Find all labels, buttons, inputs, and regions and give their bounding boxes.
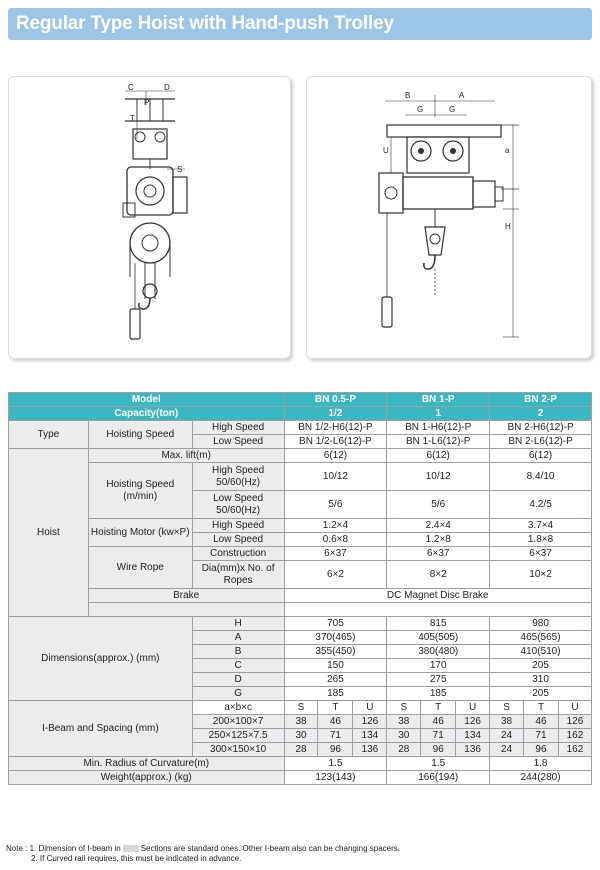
dim-label-b: B (405, 91, 411, 100)
dim-label-s: S (177, 165, 183, 174)
radius-label: Min. Radius of Curvature(m) (9, 757, 285, 771)
weight-2: 244(280) (490, 771, 592, 785)
speed-high-0: 10/12 (284, 463, 387, 491)
ibeam-cell: 46 (318, 715, 353, 729)
dim-key-h: H (192, 617, 284, 631)
dim-label-c: C (128, 83, 134, 92)
note-line-1 (6, 844, 596, 854)
max-lift-1: 6(12) (387, 449, 490, 463)
side-view-diagram-panel (8, 76, 291, 359)
speed-low-0: 5/6 (284, 491, 387, 519)
hoist-spacer-row (9, 603, 592, 617)
radius-2: 1.8 (490, 757, 592, 771)
front-view-diagram (307, 77, 593, 360)
ibeam-header-col: T (318, 701, 353, 715)
motor-low-label: Low Speed (192, 533, 284, 547)
pendant-switch (130, 309, 140, 339)
brake-row (9, 589, 592, 603)
dia-label: Dia(mm)x No. of Ropes (192, 561, 284, 589)
type-high-1: BN 1-H6(12)-P (387, 421, 490, 435)
ibeam-cell: 136 (456, 743, 490, 757)
dim-c-2: 205 (490, 659, 592, 673)
max-lift-2: 6(12) (490, 449, 592, 463)
ibeam-cell: 162 (558, 743, 591, 757)
trolley-frame (133, 129, 167, 159)
dim-key-c: C (192, 659, 284, 673)
weight-row (9, 771, 592, 785)
ibeam-key-2: 300×150×10 (192, 743, 284, 757)
ibeam-cell: 96 (421, 743, 456, 757)
ibeam-cell: 71 (524, 729, 559, 743)
dim-b-1: 380(480) (387, 645, 490, 659)
dim-a-0: 370(465) (284, 631, 387, 645)
hook-block-front (425, 227, 445, 255)
dim-c-1: 170 (387, 659, 490, 673)
note-line-2: 2. If Curved rail requires, this must be indicated in advance. (31, 854, 242, 863)
hook (139, 298, 150, 309)
front-view-diagram-panel (306, 76, 592, 359)
dia-1: 8×2 (387, 561, 490, 589)
dim-key-b: B (192, 645, 284, 659)
motor-high-2: 3.7×4 (490, 519, 592, 533)
dim-label-a: A (459, 91, 465, 100)
type-high-2: BN 2-H6(12)-P (490, 421, 592, 435)
ibeam-header-col: S (284, 701, 318, 715)
ibeam-cell: 28 (284, 743, 318, 757)
construction-1: 6×37 (387, 547, 490, 561)
model-label: Model (9, 393, 285, 407)
ibeam-header-col: U (558, 701, 591, 715)
model-0: BN 0.5-P (284, 393, 387, 407)
capacity-2: 2 (490, 407, 592, 421)
dim-g-2: 205 (490, 687, 592, 701)
ibeam-cell: 38 (490, 715, 524, 729)
ibeam-cell: 24 (490, 729, 524, 743)
dim-a-1: 405(505) (387, 631, 490, 645)
dim-h-0: 705 (284, 617, 387, 631)
type-low-speed-label: Low Speed (192, 435, 284, 449)
type-high-row (9, 421, 592, 435)
dim-key-a: A (192, 631, 284, 645)
dimensions-label: Dimensions(approx.) (mm) (9, 617, 193, 701)
ibeam-cell: 96 (318, 743, 353, 757)
ibeam-cell: 46 (524, 715, 559, 729)
title-bar (8, 8, 592, 40)
type-low-1: BN 1-L6(12)-P (387, 435, 490, 449)
dim-c-0: 150 (284, 659, 387, 673)
capacity-row (9, 407, 592, 421)
ibeam-header-col: S (490, 701, 524, 715)
dim-label-g-left: G (417, 105, 424, 114)
type-low-2: BN 2-L6(12)-P (490, 435, 592, 449)
speed-low-2: 4.2/5 (490, 491, 592, 519)
radius-row (9, 757, 592, 771)
type-high-0: BN 1/2-H6(12)-P (284, 421, 387, 435)
ibeam-header-col: U (456, 701, 490, 715)
capacity-0: 1/2 (284, 407, 387, 421)
dim-label-g-right: G (449, 105, 456, 114)
ibeam-cell: 134 (353, 729, 387, 743)
weight-1: 166(194) (387, 771, 490, 785)
type-label: Type (9, 421, 89, 449)
speed-high-label: High Speed 50/60(Hz) (192, 463, 284, 491)
dim-row-h (9, 617, 592, 631)
dim-d-2: 310 (490, 673, 592, 687)
motor-high-0: 1.2×4 (284, 519, 387, 533)
ibeam-cell: 134 (456, 729, 490, 743)
ibeam-cell: 71 (318, 729, 353, 743)
model-2: BN 2-P (490, 393, 592, 407)
construction-0: 6×37 (284, 547, 387, 561)
ibeam-header-col: S (387, 701, 421, 715)
dim-key-g: G (192, 687, 284, 701)
notes (6, 844, 596, 864)
dim-g-0: 185 (284, 687, 387, 701)
motor-low-2: 1.8×8 (490, 533, 592, 547)
dia-0: 6×2 (284, 561, 387, 589)
ibeam-cell: 126 (456, 715, 490, 729)
hoist-body-front (403, 177, 473, 209)
ibeam-cell: 30 (387, 729, 421, 743)
spec-table (8, 392, 592, 785)
hoist-label: Hoist (9, 449, 89, 617)
ibeam-cell: 126 (558, 715, 591, 729)
capacity-1: 1 (387, 407, 490, 421)
i-beam-front (387, 125, 501, 137)
ibeam-label: I-Beam and Spacing (mm) (9, 701, 193, 757)
motor-label: Hoisting Motor (kw×P) (88, 519, 192, 547)
dim-label-p: P (144, 98, 150, 107)
speed-high-row (9, 463, 592, 491)
max-lift-label: Max. lift(m) (88, 449, 284, 463)
dim-g-1: 185 (387, 687, 490, 701)
max-lift-0: 6(12) (284, 449, 387, 463)
speed-high-1: 10/12 (387, 463, 490, 491)
ibeam-cell: 96 (524, 743, 559, 757)
dim-b-2: 410(510) (490, 645, 592, 659)
page-title: Regular Type Hoist with Hand-push Trolley (16, 13, 394, 34)
construction-row (9, 547, 592, 561)
brake-value: DC Magnet Disc Brake (284, 589, 591, 603)
hoist-body (127, 167, 173, 215)
dia-2: 10×2 (490, 561, 592, 589)
motor-high-row (9, 519, 592, 533)
ibeam-cell: 126 (353, 715, 387, 729)
motor-high-label: High Speed (192, 519, 284, 533)
ibeam-cell: 71 (421, 729, 456, 743)
hoisting-speed-mmin-label: Hoisting Speed (m/min) (88, 463, 192, 519)
ibeam-cell: 38 (387, 715, 421, 729)
hook-front (424, 255, 435, 269)
brake-label: Brake (88, 589, 284, 603)
ibeam-header-col: T (524, 701, 559, 715)
dim-b-0: 355(450) (284, 645, 387, 659)
ibeam-cell: 30 (284, 729, 318, 743)
weight-label: Weight(approx.) (kg) (9, 771, 285, 785)
speed-high-2: 8.4/10 (490, 463, 592, 491)
pendant-switch-front (382, 297, 392, 327)
type-high-speed-label: High Speed (192, 421, 284, 435)
dim-a-2: 465(565) (490, 631, 592, 645)
model-row (9, 393, 592, 407)
dim-h-2: 980 (490, 617, 592, 631)
ibeam-header-col: U (353, 701, 387, 715)
construction-2: 6×37 (490, 547, 592, 561)
capacity-label: Capacity(ton) (9, 407, 285, 421)
note-1-prefix: Note : 1. Dimension of I-beam in (6, 844, 121, 853)
ibeam-key-1: 250×125×7.5 (192, 729, 284, 743)
radius-1: 1.5 (387, 757, 490, 771)
construction-label: Construction (192, 547, 284, 561)
dim-label-t: T (130, 114, 135, 123)
motor-high-1: 2.4×4 (387, 519, 490, 533)
wire-rope-label: Wire Rope (88, 547, 192, 589)
type-low-0: BN 1/2-L6(12)-P (284, 435, 387, 449)
dim-label-h: H (505, 222, 511, 231)
ibeam-cell: 24 (490, 743, 524, 757)
ibeam-cell: 162 (558, 729, 591, 743)
ibeam-cell: 46 (421, 715, 456, 729)
ibeam-cell: 136 (353, 743, 387, 757)
dim-d-1: 275 (387, 673, 490, 687)
weight-0: 123(143) (284, 771, 387, 785)
motor-low-1: 1.2×8 (387, 533, 490, 547)
ibeam-header-row (9, 701, 592, 715)
radius-0: 1.5 (284, 757, 387, 771)
shaded-legend-swatch (123, 845, 139, 852)
max-lift-row (9, 449, 592, 463)
dim-h-1: 815 (387, 617, 490, 631)
speed-low-1: 5/6 (387, 491, 490, 519)
ibeam-header-key: a×b×c (192, 701, 284, 715)
ibeam-cell: 28 (387, 743, 421, 757)
motor-low-0: 0.6×8 (284, 533, 387, 547)
side-view-diagram (9, 77, 292, 360)
dim-label-u: U (383, 146, 389, 155)
ibeam-header-col: T (421, 701, 456, 715)
note-1-suffix: Sections are standard ones. Other I-beam also can be changing spacers. (140, 844, 400, 853)
speed-low-label: Low Speed 50/60(Hz) (192, 491, 284, 519)
model-1: BN 1-P (387, 393, 490, 407)
type-hoisting-speed-label: Hoisting Speed (88, 421, 192, 449)
dim-label-a-beam: a (505, 146, 510, 155)
motor-left (379, 173, 403, 213)
dim-label-d: D (164, 83, 170, 92)
dim-d-0: 265 (284, 673, 387, 687)
hoist-drum (130, 223, 170, 263)
ibeam-key-0: 200×100×7 (192, 715, 284, 729)
ibeam-cell: 38 (284, 715, 318, 729)
dim-key-d: D (192, 673, 284, 687)
